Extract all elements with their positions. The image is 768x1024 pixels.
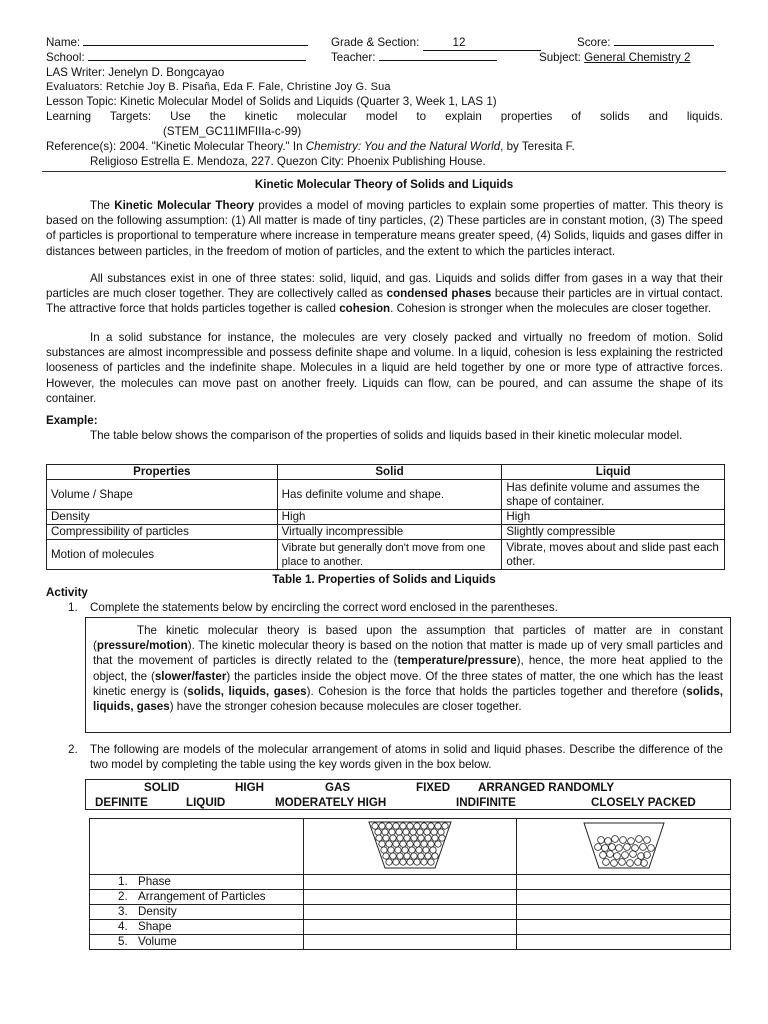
table-row — [47, 480, 725, 510]
name-blank[interactable] — [83, 35, 308, 46]
reference-line2: Religioso Estrella E. Mendoza, 227. Quezon City: Phoenix Publishing House. — [90, 155, 486, 168]
grade-field — [331, 35, 541, 51]
liquid-answer-cell[interactable] — [517, 935, 731, 950]
choice-states-2[interactable]: solids, liquids, gases — [93, 684, 723, 714]
row-label: 3. Density — [90, 905, 304, 920]
reference: Reference(s): 2004. "Kinetic Molecular Theory." In Chemistry: You and the Natural World, by Teresita F. — [46, 140, 575, 153]
evaluators: Evaluators: Retchie Joy B. Pisaña, Eda F. Fale, Christine Joy G. Sua — [46, 81, 391, 93]
table-cell: High — [277, 510, 502, 525]
table-row — [90, 920, 731, 935]
table-cell: Compressibility of particles — [47, 525, 278, 540]
table-row — [90, 905, 731, 920]
solid-answer-cell[interactable] — [303, 890, 517, 905]
school-blank[interactable] — [88, 50, 306, 61]
table-cell: Density — [47, 510, 278, 525]
page-title: Kinetic Molecular Theory of Solids and Liquids — [254, 178, 514, 191]
model-blank-cell — [90, 819, 304, 875]
liquid-answer-cell[interactable] — [517, 890, 731, 905]
keyword: LIQUID — [186, 796, 226, 809]
keyword: CLOSELY PACKED — [591, 796, 696, 809]
subject-label: Subject: — [539, 51, 585, 64]
item-1-number: 1. — [68, 601, 78, 614]
activity-label: Activity — [46, 586, 88, 599]
subject-field — [539, 50, 690, 65]
score-blank[interactable] — [614, 35, 714, 46]
paragraph-2: All substances exist in one of three states: solid, liquid, and gas. Liquids and solids differ from gases in a way that their particles are much closer together. They are collectively called as condensed phases because their particles are in virtual contact. The attractive force that holds particles together is called cohesion. Cohesion is stronger when the molecules are closer together. — [46, 272, 723, 316]
row-label: 1. Phase — [90, 875, 304, 890]
grade-label: Grade & Section: — [331, 36, 423, 49]
solid-answer-cell[interactable] — [303, 905, 517, 920]
table-cell: Vibrate, moves about and slide past each other. — [502, 540, 725, 570]
table-row — [90, 875, 731, 890]
learning-targets-code: (STEM_GC11IMFIIIa-c-99) — [163, 125, 302, 138]
example-text: The table below shows the comparison of the properties of solids and liquids based in their kinetic molecular model. — [90, 429, 683, 442]
liquid-answer-cell[interactable] — [517, 920, 731, 935]
school-label: School: — [46, 51, 88, 64]
liquid-model-icon — [581, 820, 667, 870]
solid-answer-cell[interactable] — [303, 935, 517, 950]
score-label: Score: — [577, 36, 614, 49]
header-divider — [42, 171, 726, 172]
choice-states-1[interactable]: solids, liquids, gases — [187, 684, 307, 698]
las-writer: LAS Writer: Jenelyn D. Bongcayao — [46, 66, 225, 79]
item-1-instruction: Complete the statements below by encircling the correct word enclosed in the parentheses. — [90, 601, 558, 614]
teacher-blank[interactable] — [379, 50, 497, 61]
item-2-number: 2. — [68, 743, 78, 756]
table-cell: Volume / Shape — [47, 480, 278, 510]
fill-in-box — [85, 617, 731, 733]
liquid-model-cell — [517, 819, 731, 875]
table-header: Solid — [277, 465, 502, 480]
solid-model-icon — [365, 820, 455, 870]
reference-book-title: Chemistry: You and the Natural World — [305, 140, 501, 153]
row-label: 5. Volume — [90, 935, 304, 950]
keyword: FIXED — [416, 781, 451, 794]
keywords-box — [85, 779, 731, 810]
keyword: DEFINITE — [95, 796, 148, 809]
table-cell: Motion of molecules — [47, 540, 278, 570]
model-table — [89, 818, 731, 950]
keyword: INDIFINITE — [456, 796, 516, 809]
properties-table — [46, 464, 725, 570]
table-header-row — [47, 465, 725, 480]
item-2-instruction: The following are models of the molecular arrangement of atoms in solid and liquid phases. Describe the difference of the two model by completing the table using the key words given in the box below. — [90, 743, 723, 772]
keyword: MODERATELY HIGH — [275, 796, 387, 809]
teacher-field — [331, 50, 497, 65]
learning-targets: Learning Targets: Use the kinetic molecular model to explain properties of solids and liquids. — [46, 110, 723, 123]
table-row — [90, 890, 731, 905]
solid-model-cell — [303, 819, 517, 875]
model-image-row — [90, 819, 731, 875]
grade-value[interactable]: 12 — [423, 35, 541, 51]
solid-answer-cell[interactable] — [303, 920, 517, 935]
name-field — [46, 35, 308, 50]
keyword: HIGH — [235, 781, 264, 794]
liquid-answer-cell[interactable] — [517, 875, 731, 890]
choice-pressure-motion[interactable]: pressure/motion — [96, 639, 188, 653]
row-label: 2. Arrangement of Particles — [90, 890, 304, 905]
name-label: Name: — [46, 36, 84, 49]
liquid-answer-cell[interactable] — [517, 905, 731, 920]
keyword: GAS — [325, 781, 351, 794]
table-row — [47, 540, 725, 570]
keyword: SOLID — [144, 781, 180, 794]
table-cell: High — [502, 510, 725, 525]
score-field — [577, 35, 714, 50]
subject-value: General Chemistry 2 — [584, 51, 691, 64]
table-cell: Has definite volume and assumes the shape of container. — [502, 480, 725, 510]
paragraph-3: In a solid substance for instance, the molecules are very closely packed and virtually no freedom of motion. Solid substances are almost incompressible and possess definite shape and volume. In a liquid, cohesion is less explaining the restricted looseness of particles and the indefinite shape. Molecules in a liquid are held together by one or more type of attractive forces. However, the molecules can move past on another freely. Liquids can flow, can be poured, and can assume the shape of its container. — [46, 331, 723, 405]
table-header: Liquid — [502, 465, 725, 480]
paragraph-1: The Kinetic Molecular Theory provides a model of moving particles to explain some properties of matter. This theory is based on the following assumption: (1) All matter is made of tiny particles, (2) These particles are in constant motion, (3) The speed of particles is proportional to temperature where increase in temperature means greater speed, (4) Solids, liquids and gases differ in distances between particles, in the freedom of motion of particles, and the extent to which the particles interact. — [46, 199, 724, 258]
fill-in-text: The kinetic molecular theory is based upon the assumption that particles of matter are in constant (pressure/motion). The kinetic molecular theory is based on the notion that matter is made up of very small particles and that the movement of particles is directly related to the (temperature/pressure), hence, the more heat applied to the object, the (slower/faster) the particles inside the object move. Of the three states of matter, the one which has the least kinetic energy is (solids, liquids, gases). Cohesion is the force that holds the particles together and therefore (solids, liquids, gases) have the stronger cohesion because molecules are closer together. — [93, 624, 723, 714]
school-field — [46, 50, 306, 65]
table-row — [90, 935, 731, 950]
table-cell: Vibrate but generally don't move from one place to another. — [277, 540, 502, 570]
table-row — [47, 510, 725, 525]
choice-slower-faster[interactable]: slower/faster — [154, 669, 227, 683]
example-label: Example: — [46, 414, 98, 427]
table-cell: Slightly compressible — [502, 525, 725, 540]
table-cell: Has definite volume and shape. — [277, 480, 502, 510]
table-caption: Table 1. Properties of Solids and Liquids — [272, 573, 496, 586]
table-cell: Virtually incompressible — [277, 525, 502, 540]
choice-temperature-pressure[interactable]: temperature/pressure — [397, 654, 517, 668]
table-row — [47, 525, 725, 540]
table-header: Properties — [47, 465, 278, 480]
keyword: ARRANGED RANDOMLY — [478, 781, 615, 794]
lesson-topic: Lesson Topic: Kinetic Molecular Model of Solids and Liquids (Quarter 3, Week 1, LAS 1) — [46, 95, 497, 108]
solid-answer-cell[interactable] — [303, 875, 517, 890]
row-label: 4. Shape — [90, 920, 304, 935]
teacher-label: Teacher: — [331, 51, 379, 64]
